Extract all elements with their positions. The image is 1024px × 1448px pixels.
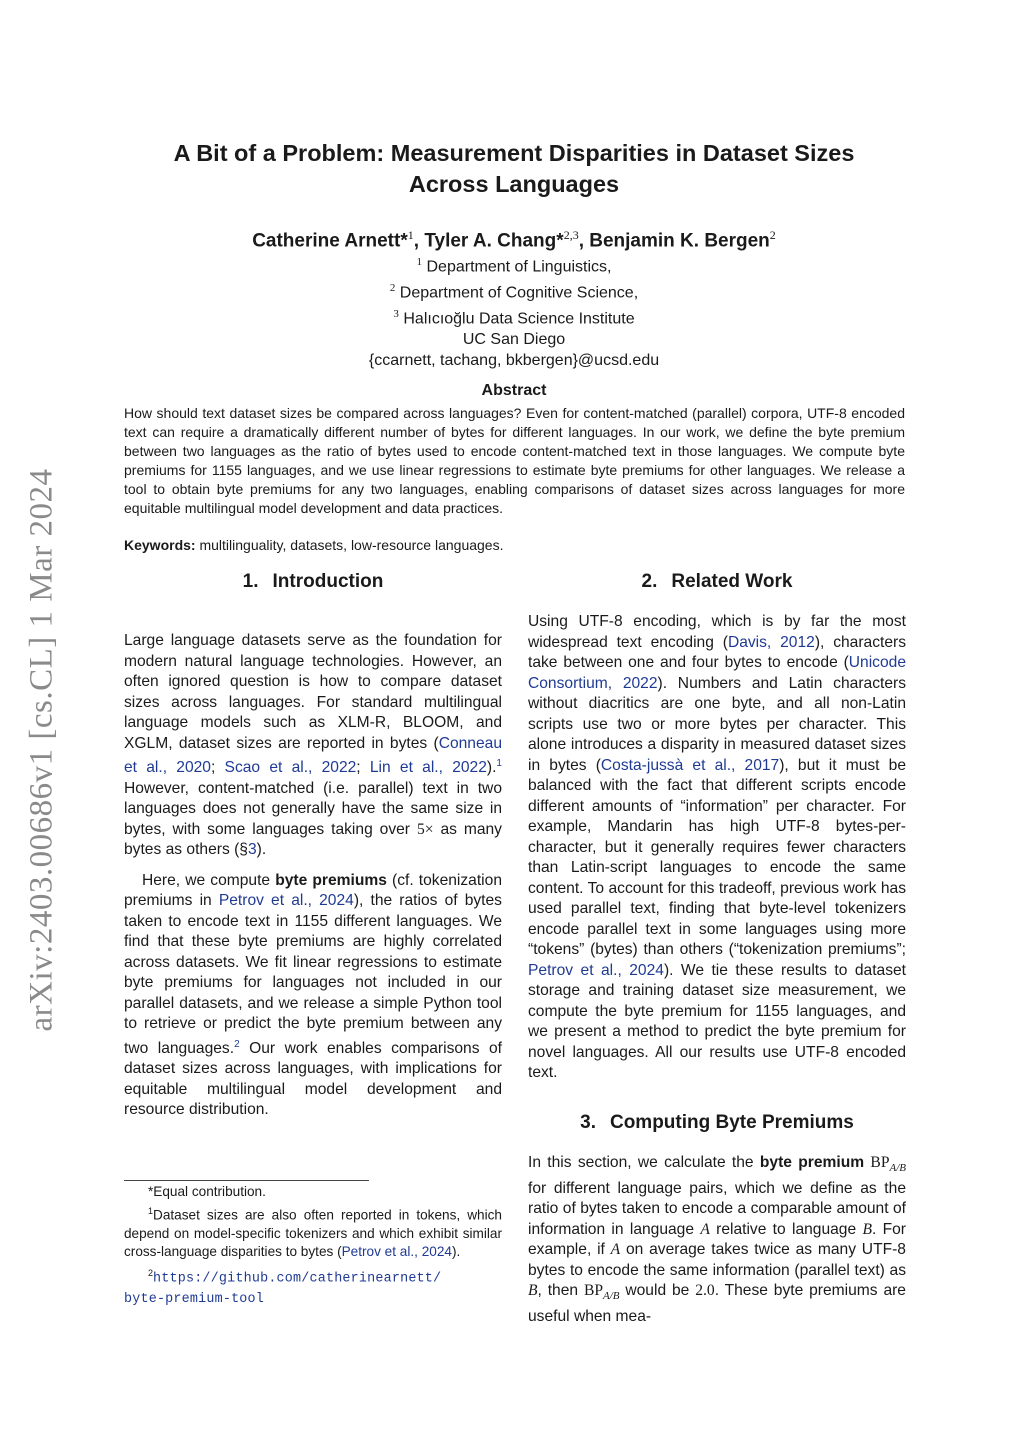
footnote-2: $^2$https://github.com/catherinearnett/: [148, 1267, 442, 1287]
citation-link[interactable]: Lin et al., 2022: [369, 759, 487, 777]
citation-link[interactable]: Petrov et al., 2024: [341, 1244, 452, 1260]
byte-premium-symbol: $BP_{A/B}$: [583, 1282, 620, 1303]
author-list: Catherine Arnett*$^1$, Tyler A. Chang*$^{2,3}$, Benjamin K. Bergen$^2$: [252, 228, 776, 252]
section-reference-link[interactable]: 3: [247, 841, 257, 859]
arxiv-identifier: arXiv:2403.00686v1 [cs.CL] 1 Mar 2024: [23, 468, 60, 1032]
section-heading-introduction: 1. Introduction: [242, 571, 384, 592]
keywords: [124, 537, 905, 553]
footnote-1: $^1$Dataset sizes are also often reported in tokens, which depend on model-specific tokenizers and which exhibit similar cross-language disparities to bytes (Petrov et al., 2024).: [124, 1205, 502, 1260]
citation-link[interactable]: Unicode Consortium, 2022: [528, 654, 906, 692]
footnote-equal-contribution: *Equal contribution.: [148, 1184, 266, 1199]
footnote-marker[interactable]: 2: [234, 1038, 240, 1050]
affiliation-line: $^1$ Department of Linguistics,: [416, 256, 612, 276]
citation-link[interactable]: Davis, 2012: [727, 633, 815, 651]
keywords-label: Keywords:: [124, 537, 196, 553]
abstract-heading: Abstract: [481, 382, 547, 399]
footnote-marker[interactable]: 1: [496, 758, 502, 769]
github-url-link[interactable]: https://github.com/catherinearnett/: [153, 1271, 442, 1287]
introduction-body: [124, 631, 502, 1121]
footnotes: [124, 1183, 502, 1309]
author-name: Benjamin K. Bergen: [589, 230, 770, 252]
affiliation-line: $^2$ Department of Cognitive Science,: [389, 282, 639, 302]
author-emails: {ccarnett, tachang, bkbergen}@ucsd.edu: [368, 352, 660, 370]
author-name: Tyler A. Chang: [424, 230, 557, 252]
intro-paragraph-2: Here, we compute byte premiums (cf. tokenization premiums in Petrov et al., 2024), the ratios of bytes taken to encode text in 1155 different languages. We find that these byte premiums are highly correlated across datasets. We fit linear regressions to estimate byte premiums for languages not included in our parallel datasets, and we release a simple Python tool to retrieve or predict the byte premium between any two languages.$^2$ Our work enables comparisons of dataset sizes across languages, with implications for equitable multilingual model development and resource distribution.: [124, 871, 503, 1119]
computing-paragraph: In this section, we calculate the byte premium $BP_{A/B}$ for different language pairs, which we define as the ratio of bytes taken to encode a comparable amount of information in language A relative to language B. For example, if A on average takes twice as many UTF-8 bytes to encode the same information (parallel text) as B, then $BP_{A/B}$ would be 2.0. These byte premiums are useful when mea-: [528, 1154, 906, 1325]
abstract-text: How should text dataset sizes be compared across languages? Even for content-matched (parallel) corpora, UTF-8 encoded text can require a dramatically different number of bytes for different languages. In our work, we define the byte premium between two languages as the ratio of bytes used to encode content-matched text in those languages. We compute byte premiums for 1155 languages, and we use linear regressions to estimate byte premiums for other languages. We release a tool to obtain byte premiums for any two languages, enabling comparisons of dataset sizes across languages for more equitable multilingual model development and data practices.: [124, 405, 905, 516]
footnote-divider: [124, 1180, 369, 1181]
citation-link[interactable]: Petrov et al., 2024: [218, 892, 354, 910]
github-url-link[interactable]: byte-premium-tool: [124, 1291, 265, 1307]
citation-link[interactable]: Petrov et al., 2024: [528, 961, 664, 979]
keywords-text: multilinguality, datasets, low-resource languages.: [199, 537, 504, 553]
intro-paragraph-1: Large language datasets serve as the foundation for modern natural language technologies. However, an often ignored question is how to compare dataset sizes across languages. For standard multilingual language models such as XLM-R, BLOOM, and XGLM, dataset sizes are reported in bytes (Conneau et al., 2020; Scao et al., 2022; Lin et al., 2022).$^1$ However, content-matched (i.e. parallel) text in two languages does not generally have the same size in bytes, with some languages taking over 5× as many bytes as others (§3).: [124, 632, 502, 859]
section-heading-computing-byte-premiums: 3. Computing Byte Premiums: [580, 1112, 854, 1133]
affiliation-line: $^3$ Halıcıoğlu Data Science Institute: [393, 308, 635, 328]
paper-title: [130, 138, 898, 200]
author-name: Catherine Arnett: [252, 230, 401, 252]
footnote-2-continuation: [124, 1289, 502, 1310]
citation-link[interactable]: Scao et al., 2022: [224, 759, 357, 777]
title-line-2: Across Languages: [408, 171, 620, 197]
related-work-body: [528, 612, 906, 1084]
institution: UC San Diego: [462, 331, 566, 349]
byte-premium-symbol: $BP_{A/B}$: [870, 1154, 906, 1175]
related-paragraph: Using UTF-8 encoding, which is by far the most widespread text encoding (Davis, 2012), characters take between one and four bytes to encode (Unicode Consortium, 2022). Numbers and Latin characters without diacritics are one byte, and all non-Latin scripts use two or more bytes per character. This alone introduces a disparity in measured dataset sizes in bytes (Costa-jussà et al., 2017), but it must be balanced with the fact that different scripts encode different amounts of “information” per character. For example, Mandarin has high UTF-8 bytes-per-character, but it generally requires fewer characters than Latin-script languages to encode the same content. To account for this tradeoff, previous work has used parallel text, finding that byte-level tokenizers encode parallel text in some languages using more “tokens” (bytes) than others (“tokenization premiums”; Petrov et al., 2024). We tie these results to dataset storage and training dataset size measurement, we compute the byte premium for 1155 languages, and we present a method to predict the byte premium for novel languages. All our results use UTF-8 encoded text.: [528, 613, 906, 1081]
citation-link[interactable]: Costa-jussà et al., 2017: [600, 756, 780, 774]
affiliations: [130, 252, 898, 372]
computing-body: [528, 1153, 906, 1327]
title-line-1: A Bit of a Problem: Measurement Disparities in Dataset Sizes: [173, 140, 855, 166]
section-heading-related-work: 2. Related Work: [641, 571, 793, 592]
citation-link[interactable]: Conneau et al., 2020: [124, 734, 502, 777]
